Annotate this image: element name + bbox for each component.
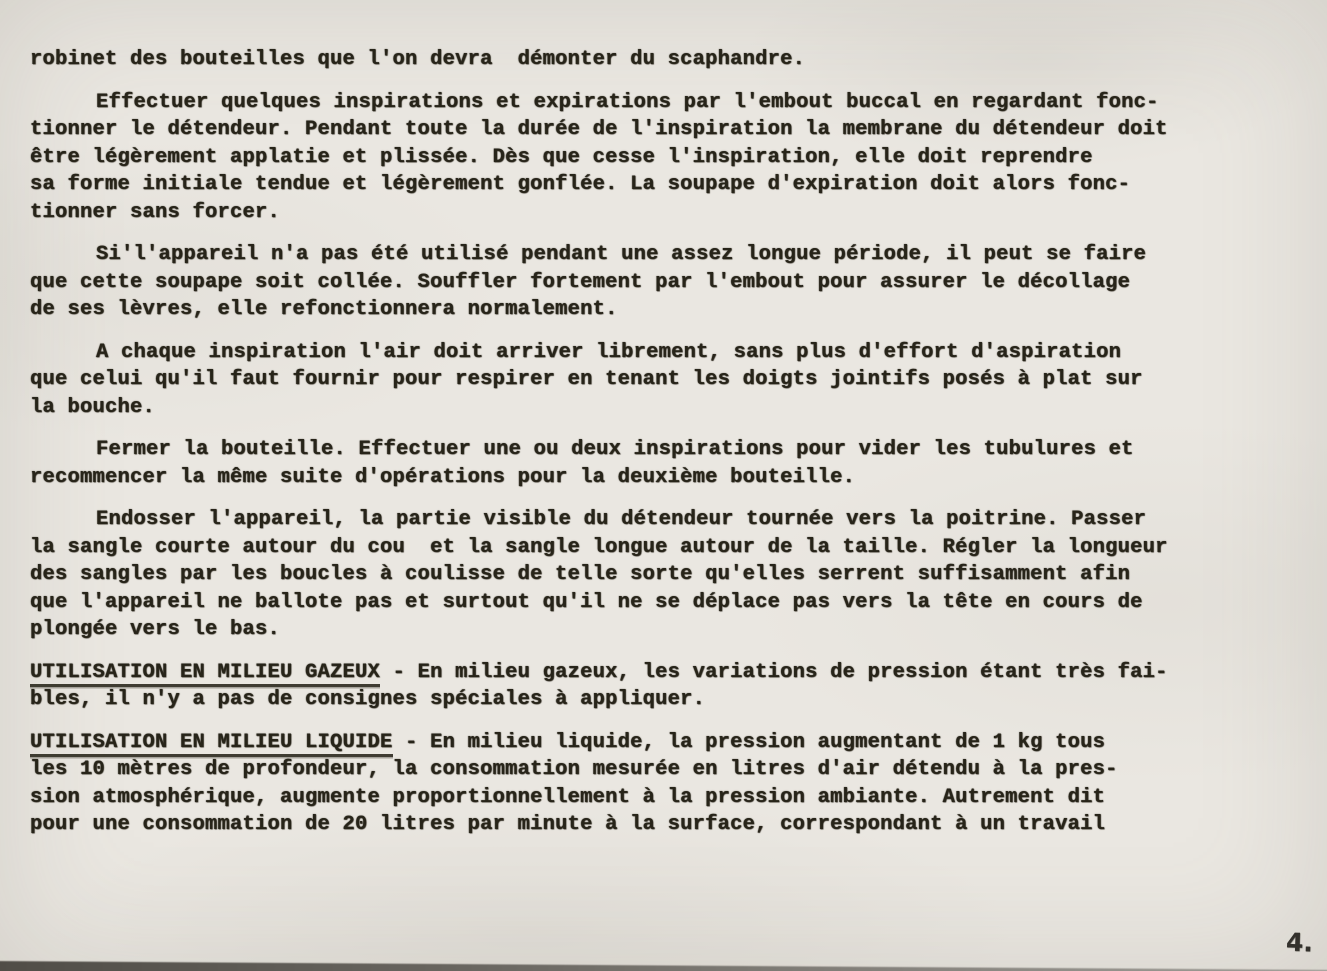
paragraph: [30, 729, 1287, 839]
text-line: pour une consommation de 20 litres par minute à la surface, correspondant à un travail: [30, 813, 1106, 836]
text-line: tionner le détendeur. Pendant toute la durée de l'inspiration la membrane du détendeur doit: [30, 118, 1168, 141]
text-line: Effectuer quelques inspirations et expirations par l'embout buccal en regardant fonc-: [96, 90, 1159, 114]
text-line: recommencer la même suite d'opérations pour la deuxième bouteille.: [30, 465, 856, 489]
text-line: les 10 mètres de profondeur, la consommation mesurée en litres d'air détendu à la pres-: [30, 758, 1118, 781]
text-line: Fermer la bouteille. Effectuer une ou deux inspirations pour vider les tubulures et: [96, 438, 1134, 461]
text-line: que cette soupape soit collée. Souffler fortement par l'embout pour assurer le décollage: [30, 270, 1131, 294]
text-line: A chaque inspiration l'air doit arriver librement, sans plus d'effort d'aspiration: [96, 340, 1122, 364]
paragraph: [30, 659, 1287, 714]
page-number: 4.: [1285, 927, 1314, 958]
text-line: des sangles par les boucles à coulisse de telle sorte qu'elles serrent suffisamment afin: [30, 563, 1131, 586]
text-line: sa forme initiale tendue et légèrement gonflée. La soupape d'expiration doit alors fonc-: [30, 173, 1131, 196]
page-edge-shadow: [0, 961, 1327, 971]
text-line: la sangle courte autour du cou et la sangle longue autour de la taille. Régler la longueur: [30, 535, 1168, 559]
text-line: robinet des bouteilles que l'on devra démonter du scaphandre.: [30, 48, 806, 71]
paragraph: [30, 339, 1287, 422]
text-line: de ses lèvres, elle refonctionnera normalement.: [30, 298, 618, 321]
paragraph: [30, 436, 1287, 491]
section-heading: UTILISATION EN MILIEU LIQUIDE: [30, 731, 393, 757]
paragraph: [30, 241, 1287, 324]
text-line: que celui qu'il faut fournir pour respirer en tenant les doigts jointifs posés à plat sur: [30, 368, 1143, 391]
text-body: [30, 46, 1287, 854]
text-line: être légèrement applatie et plissée. Dès que cesse l'inspiration, elle doit reprendre: [30, 145, 1093, 169]
text-line: UTILISATION EN MILIEU GAZEUX - En milieu gazeux, les variations de pression étant très fai-: [30, 659, 1287, 687]
text-line: Endosser l'appareil, la partie visible du détendeur tournée vers la poitrine. Passer: [96, 508, 1147, 531]
paragraph: [30, 89, 1287, 227]
text-line: bles, il n'y a pas de consignes spéciales à appliquer.: [30, 688, 706, 711]
text-line: UTILISATION EN MILIEU LIQUIDE - En milieu liquide, la pression augmentant de 1 kg tous: [30, 729, 1287, 757]
paragraph: [30, 46, 1287, 74]
paragraph: [30, 506, 1287, 644]
text-line: sion atmosphérique, augmente proportionnellement à la pression ambiante. Autrement dit: [30, 785, 1106, 809]
text-line: que l'appareil ne ballote pas et surtout qu'il ne se déplace pas vers la tête en cours de: [30, 590, 1143, 614]
text-line: plongée vers le bas.: [30, 618, 281, 641]
text-line: Si'l'appareil n'a pas été utilisé pendant une assez longue période, il peut se faire: [96, 243, 1147, 266]
text-line: la bouche.: [30, 395, 156, 419]
text-line: tionner sans forcer.: [30, 200, 281, 224]
section-heading: UTILISATION EN MILIEU GAZEUX: [30, 661, 380, 687]
